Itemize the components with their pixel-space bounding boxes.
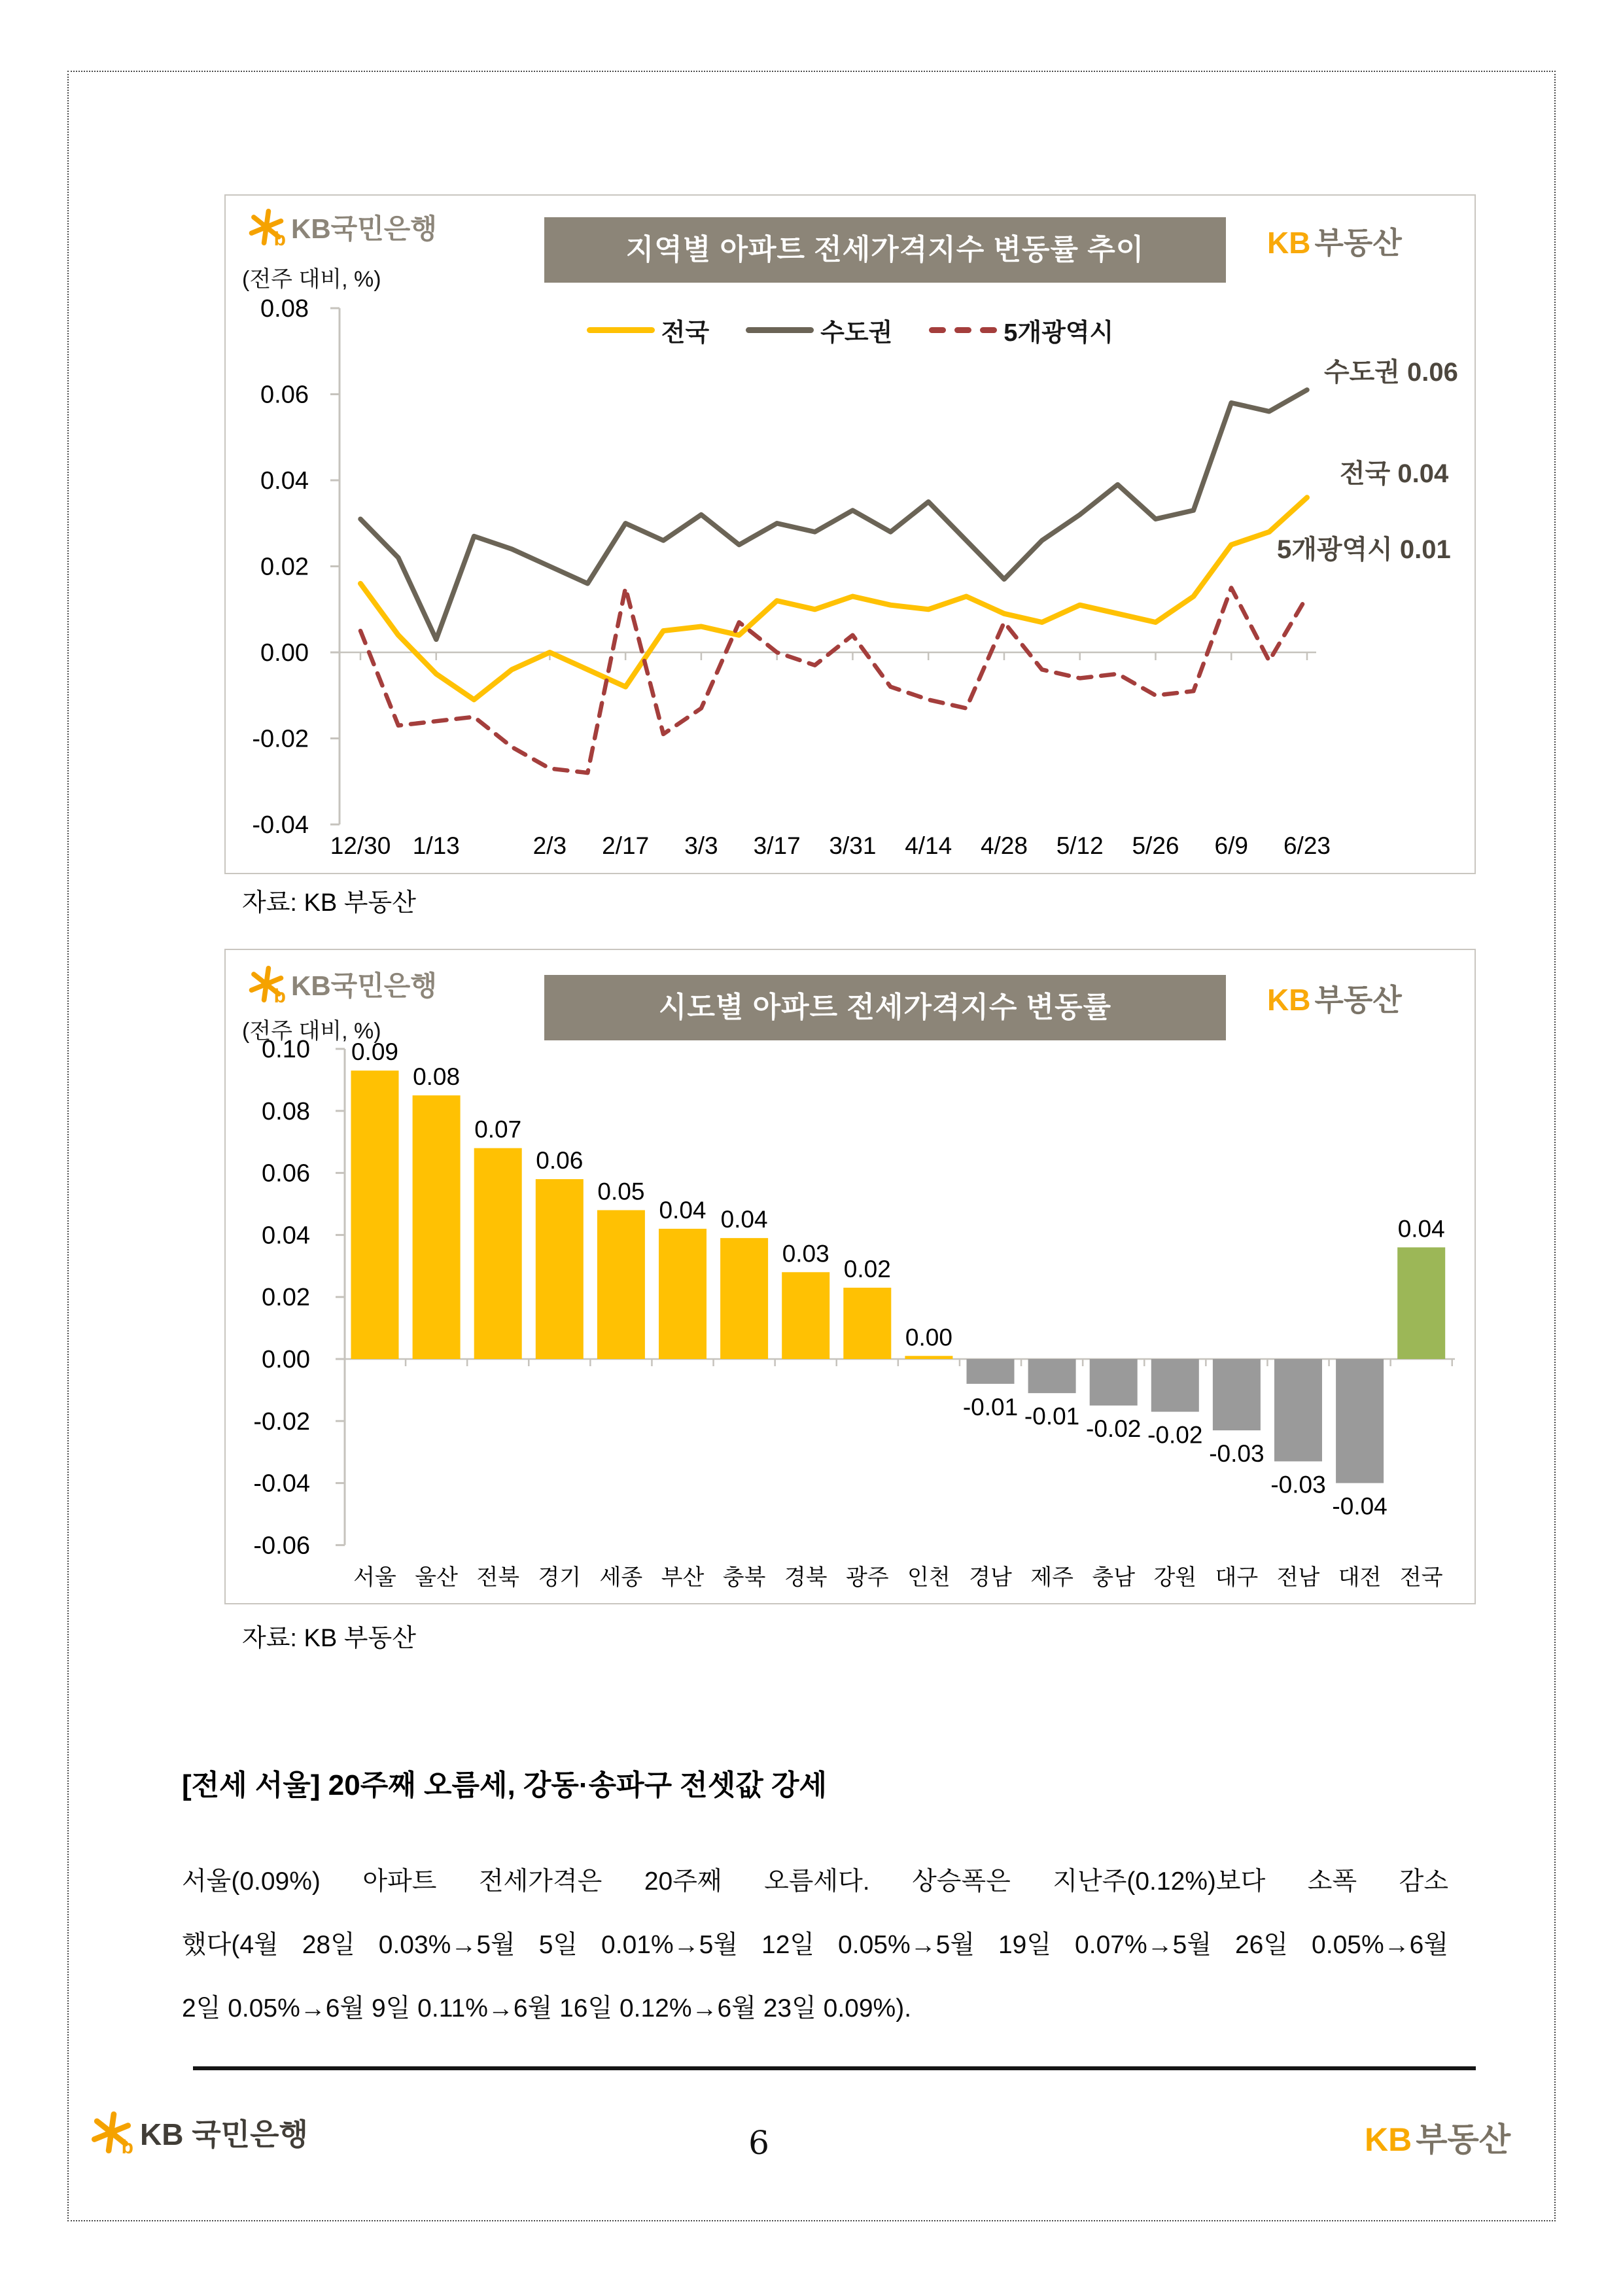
legend-label-national: 전국: [661, 319, 710, 347]
section-heading: [전세 서울] 20주째 오름세, 강동·송파구 전셋값 강세: [182, 1769, 828, 1801]
svg-text:제주: 제주: [1030, 1565, 1073, 1590]
svg-text:0.07: 0.07: [474, 1116, 522, 1143]
svg-text:0.00: 0.00: [262, 1346, 310, 1373]
footer-bank-logo: [90, 2111, 308, 2158]
svg-text:대구: 대구: [1215, 1565, 1259, 1590]
legend-label-5cities: 5개광역시: [1003, 319, 1114, 347]
svg-text:0.06: 0.06: [262, 1159, 310, 1188]
svg-text:-0.02: -0.02: [253, 1407, 310, 1436]
kb-realty-kb: KB: [1267, 226, 1311, 260]
kb-star-b: b: [273, 985, 286, 1007]
svg-text:0.06: 0.06: [536, 1147, 584, 1174]
chart2-title: 시도별 아파트 전세가격지수 변동률: [544, 975, 1226, 1040]
kb-realty-name: 부동산: [1416, 2121, 1511, 2158]
chart1-title: 지역별 아파트 전세가격지수 변동률 추이: [544, 217, 1226, 283]
bank-name-label: KB국민은행: [291, 213, 437, 244]
svg-text:0.02: 0.02: [843, 1255, 891, 1282]
kb-realty-name: 부동산: [1314, 226, 1402, 260]
end-label-5cities: 5개광역시 0.01: [1277, 535, 1451, 564]
svg-text:0.05: 0.05: [597, 1178, 645, 1205]
svg-text:0.09: 0.09: [351, 1038, 399, 1066]
svg-text:0.04: 0.04: [720, 1206, 768, 1233]
svg-text:0.06: 0.06: [260, 381, 309, 409]
kb-realty-kb: KB: [1365, 2121, 1412, 2158]
svg-text:0.08: 0.08: [260, 295, 309, 323]
svg-text:-0.06: -0.06: [253, 1532, 310, 1560]
svg-text:0.10: 0.10: [262, 1036, 310, 1063]
svg-text:3/3: 3/3: [684, 832, 718, 859]
svg-text:3/17: 3/17: [753, 832, 801, 859]
svg-text:울산: 울산: [415, 1565, 458, 1590]
svg-text:충남: 충남: [1092, 1565, 1136, 1590]
svg-text:인천: 인천: [907, 1565, 951, 1590]
svg-text:5/26: 5/26: [1132, 832, 1179, 859]
svg-text:-0.04: -0.04: [1332, 1492, 1387, 1520]
footer-realty-logo: [1365, 2113, 1510, 2161]
chart1-source-note: 자료: KB 부동산: [242, 889, 416, 917]
svg-text:0.08: 0.08: [262, 1097, 310, 1125]
svg-text:-0.01: -0.01: [1024, 1403, 1080, 1430]
bank-name-label: KB국민은행: [291, 970, 437, 1001]
paragraph-line: 했다(4월 28일 0.03%→5월 5일 0.01%→5월 12일 0.05%→5월 19일 0.07%→5월 26일 0.05%→6월: [182, 1931, 1448, 1959]
chart2-panel: [224, 949, 1476, 1604]
svg-text:경기: 경기: [538, 1565, 582, 1590]
end-label-metro: 수도권 0.06: [1324, 358, 1458, 387]
chart2-source-note: 자료: KB 부동산: [242, 1625, 416, 1652]
svg-text:강원: 강원: [1153, 1565, 1197, 1590]
bar-chart: [226, 950, 1475, 1603]
svg-text:부산: 부산: [661, 1565, 705, 1590]
svg-text:-0.02: -0.02: [1147, 1421, 1203, 1449]
svg-text:4/28: 4/28: [980, 832, 1028, 859]
svg-text:세종: 세종: [599, 1565, 643, 1590]
svg-text:0.02: 0.02: [260, 553, 309, 581]
svg-text:0.04: 0.04: [659, 1196, 707, 1224]
svg-text:-0.03: -0.03: [1270, 1471, 1326, 1498]
svg-text:서울: 서울: [353, 1565, 396, 1590]
svg-text:12/30: 12/30: [330, 832, 391, 859]
kb-realty-name: 부동산: [1314, 983, 1402, 1017]
svg-text:0.08: 0.08: [413, 1063, 461, 1091]
svg-text:전남: 전남: [1276, 1565, 1320, 1590]
end-label-national: 전국 0.04: [1340, 459, 1449, 488]
kb-star-b: b: [273, 228, 286, 250]
svg-text:경북: 경북: [784, 1565, 828, 1590]
chart1-panel: [224, 194, 1476, 874]
svg-text:2/17: 2/17: [602, 832, 650, 859]
chart2-unit-label: (전주 대비, %): [242, 1019, 381, 1044]
svg-text:0.00: 0.00: [260, 639, 309, 667]
svg-text:경남: 경남: [969, 1565, 1012, 1590]
svg-text:0.00: 0.00: [905, 1324, 952, 1351]
svg-text:-0.04: -0.04: [253, 1470, 310, 1498]
svg-text:0.04: 0.04: [260, 467, 309, 495]
kb-star-b: b: [121, 2136, 133, 2158]
svg-text:-0.01: -0.01: [962, 1393, 1019, 1421]
svg-text:-0.02: -0.02: [1086, 1415, 1142, 1443]
chart1-unit-label: (전주 대비, %): [242, 267, 381, 292]
section-paragraph: [182, 1862, 1448, 2053]
kb-star-icon: [90, 2111, 133, 2158]
page-number: 6: [748, 2124, 769, 2162]
svg-text:-0.02: -0.02: [252, 725, 309, 753]
svg-text:전북: 전북: [476, 1565, 520, 1590]
svg-text:1/13: 1/13: [412, 832, 460, 859]
footer-divider: [193, 2066, 1476, 2070]
svg-text:0.02: 0.02: [262, 1284, 310, 1312]
svg-text:-0.04: -0.04: [252, 811, 309, 839]
svg-text:6/9: 6/9: [1214, 832, 1248, 859]
svg-text:0.04: 0.04: [262, 1222, 310, 1250]
svg-text:4/14: 4/14: [905, 832, 952, 859]
paragraph-line: 2일 0.05%→6월 9일 0.11%→6월 16일 0.12%→6월 23일 0.09%).: [182, 1994, 912, 2022]
svg-text:0.04: 0.04: [1397, 1215, 1445, 1243]
svg-text:0.03: 0.03: [782, 1240, 829, 1267]
svg-text:3/31: 3/31: [829, 832, 877, 859]
svg-text:6/23: 6/23: [1283, 832, 1331, 859]
legend-label-metro: 수도권: [820, 319, 893, 347]
svg-text:-0.03: -0.03: [1209, 1440, 1265, 1468]
paragraph-line: 서울(0.09%) 아파트 전세가격은 20주째 오름세다. 상승폭은 지난주(0.12%)보다 소폭 감소: [182, 1867, 1448, 1896]
svg-text:충북: 충북: [722, 1565, 766, 1590]
kb-realty-kb: KB: [1267, 983, 1311, 1017]
svg-text:2/3: 2/3: [532, 832, 567, 859]
footer-bank-name: KB 국민은행: [140, 2117, 308, 2151]
svg-text:광주: 광주: [845, 1565, 889, 1590]
svg-text:5/12: 5/12: [1056, 832, 1104, 859]
svg-text:전국: 전국: [1399, 1565, 1443, 1590]
svg-text:대전: 대전: [1338, 1565, 1382, 1590]
